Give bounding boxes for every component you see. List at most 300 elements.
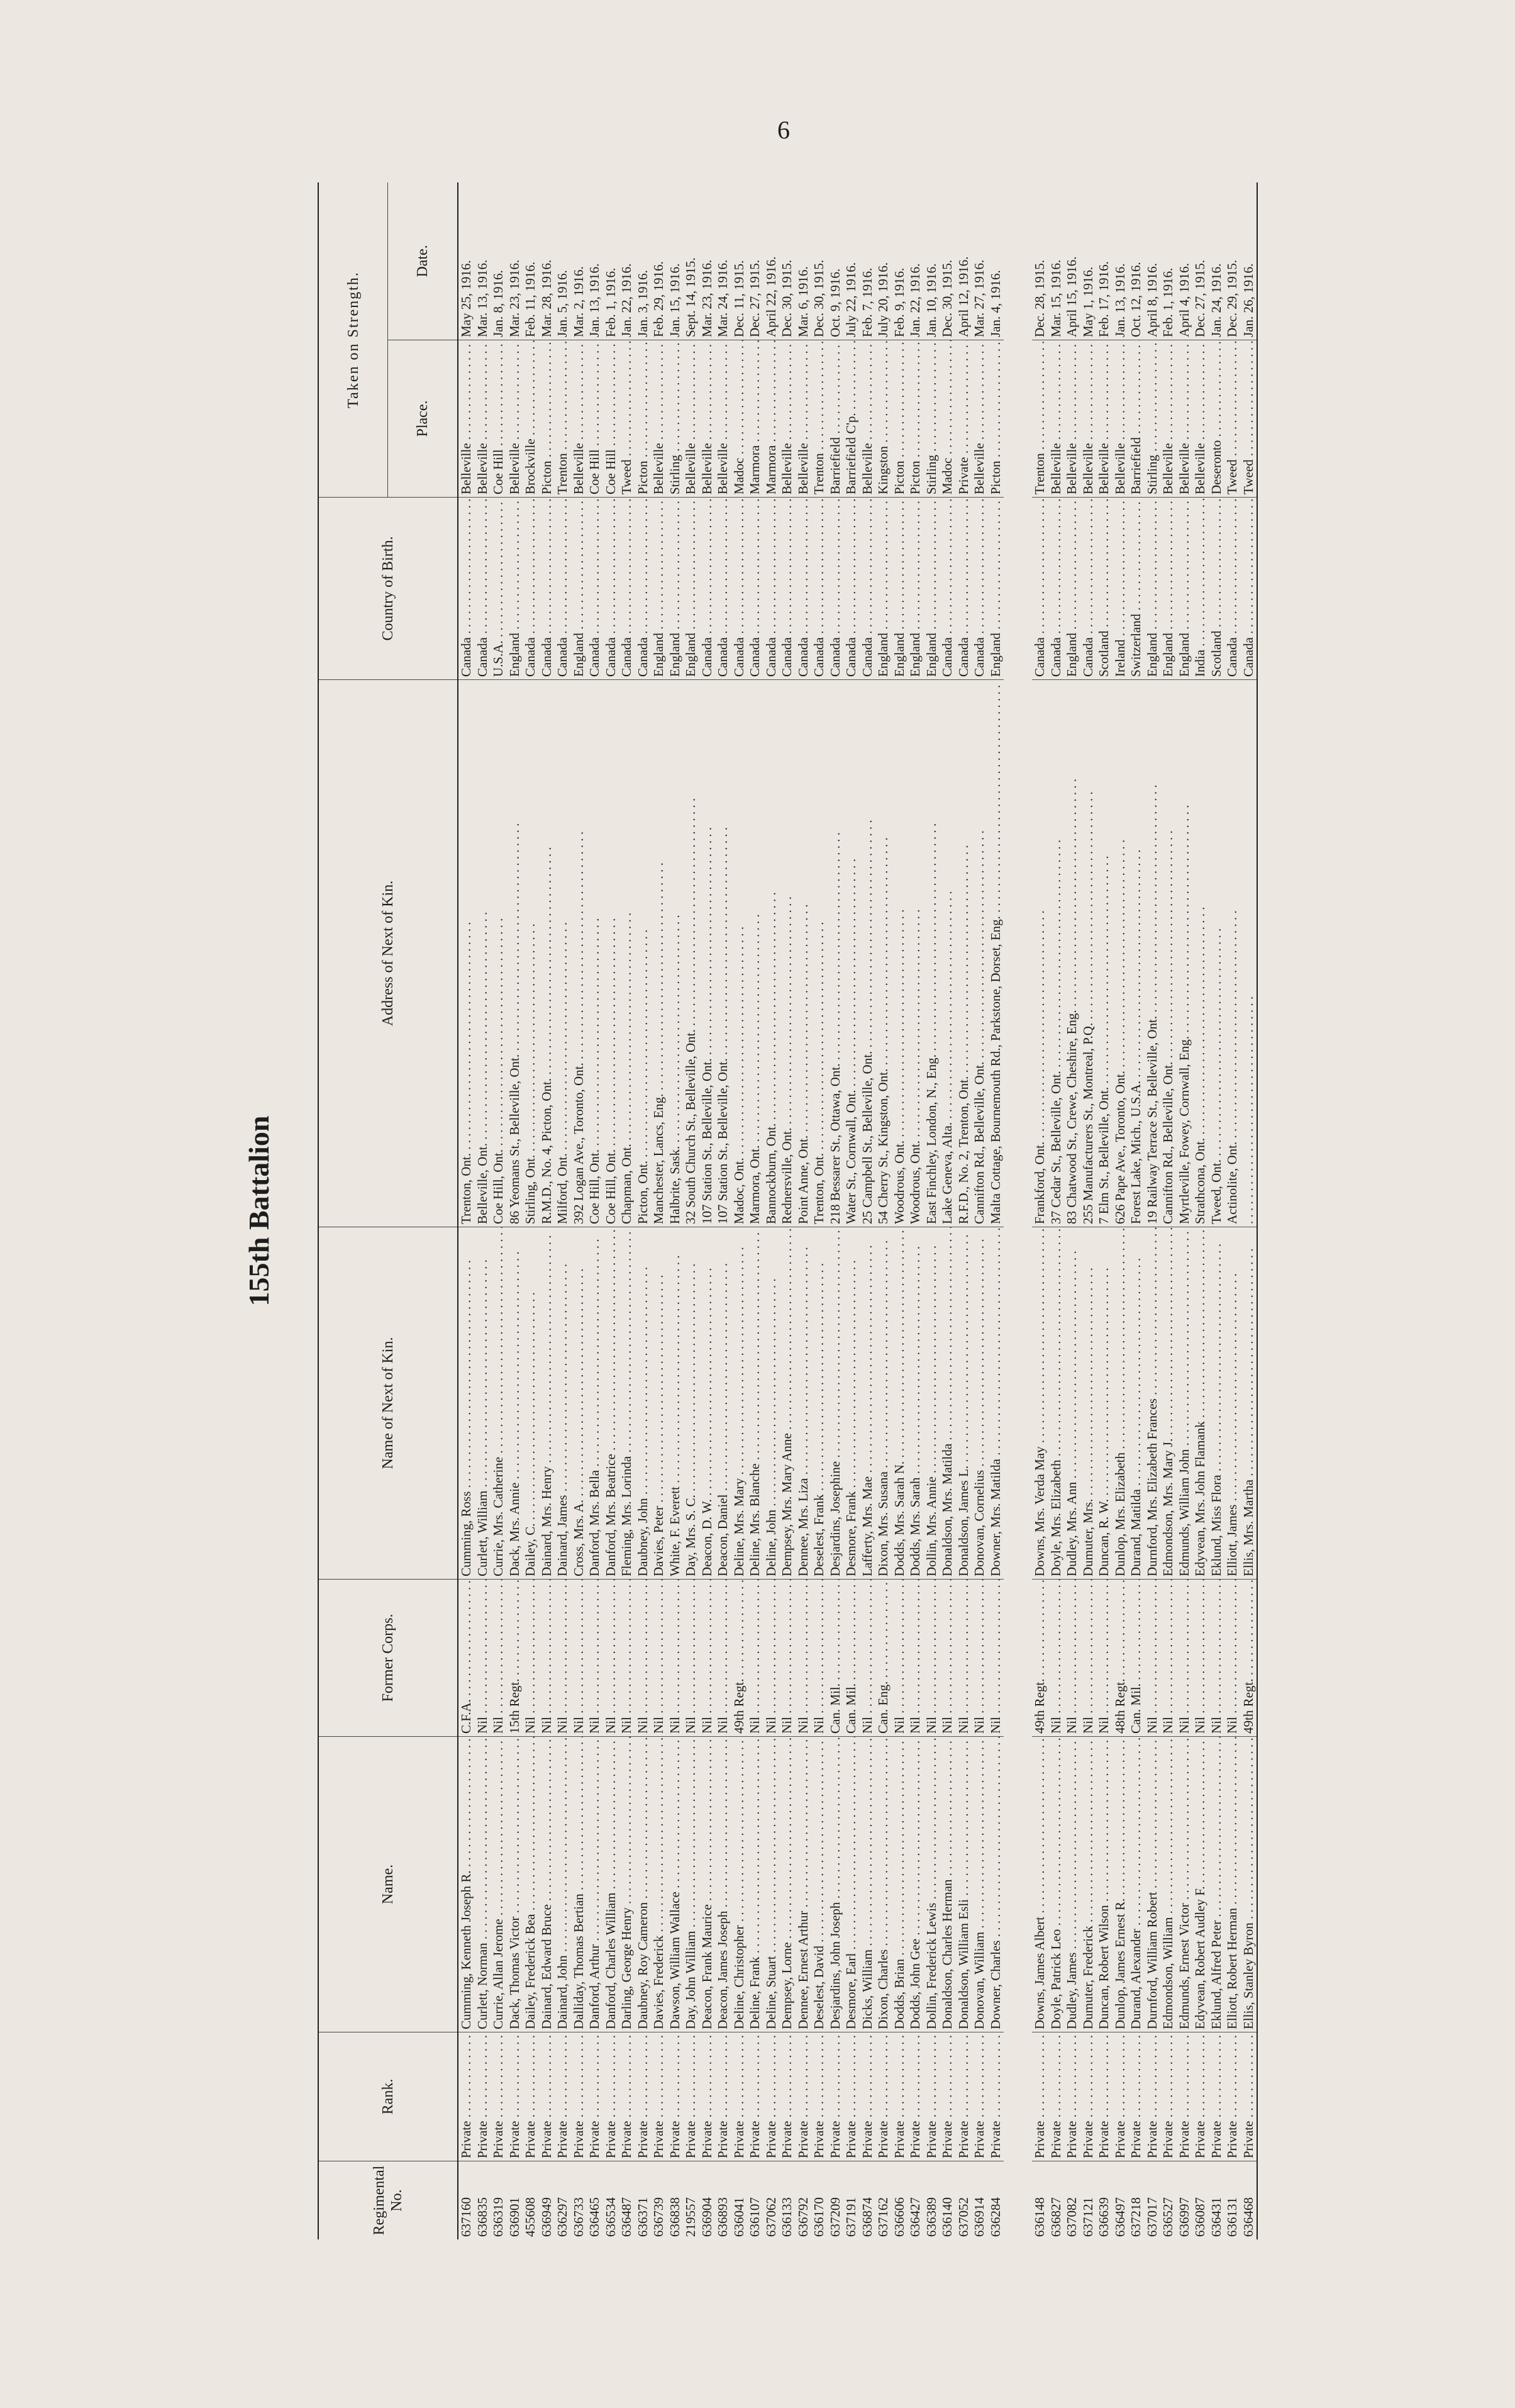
cell-address: Milford, Ont. . . . [555, 679, 571, 1227]
cell-place: Stirling . . . [1145, 340, 1161, 497]
table-row [828, 182, 844, 2239]
cell-reg-no: 636497 [1113, 2161, 1129, 2239]
cell-rank: Private . . . [1113, 2032, 1129, 2161]
cell-address: Trenton, Ont. . . . [811, 679, 828, 1227]
cell-date: Oct. 9, 1916. [827, 268, 843, 337]
cell-country: England . . . [907, 497, 924, 679]
cell-place: Belleville . . . [475, 340, 491, 497]
cell-rank: Private . . . [972, 2032, 988, 2161]
cell-place: Tweed . . . [619, 340, 635, 497]
table-row [587, 182, 603, 2239]
cell-rank: Private . . . [1192, 2032, 1209, 2161]
cell-rank: Private . . . [779, 2032, 796, 2161]
cell-former-corps: Nil . . . [1080, 1579, 1097, 1736]
cell-rank: Private . . . [651, 2032, 667, 2161]
cell-country: England . . . [683, 497, 699, 679]
cell-date: Mar. 6, 1916. [795, 266, 811, 337]
table-row [1192, 182, 1209, 2239]
cell-former-corps: Nil . . . [763, 1579, 780, 1736]
cell-country: U.S.A. . . . [491, 497, 507, 679]
cell-country: England . . . [1145, 497, 1161, 679]
cell-address: Picton, Ont. . . . [635, 679, 652, 1227]
cell-place: Madoc . . . [731, 340, 748, 497]
cell-rank: Private . . . [1096, 2032, 1113, 2161]
cell-reg-no: 637062 [763, 2161, 780, 2239]
cell-place: Trenton . . . [1032, 340, 1048, 497]
cell-name: Day, John William . . . [683, 1736, 699, 2032]
table-row [603, 182, 619, 2239]
cell-reg-no: 455608 [523, 2161, 539, 2239]
cell-address: R.F.D., No. 2, Trenton, Ont. . . . [956, 679, 972, 1227]
cell-rank: Private . . . [555, 2032, 571, 2161]
cell-name: Ellis, Stanley Byron . . . [1241, 1736, 1257, 2032]
cell-rank: Private . . . [667, 2032, 684, 2161]
table-row [763, 182, 780, 2239]
table-row [523, 182, 539, 2239]
cell-former-corps: Nil . . . [1160, 1579, 1177, 1736]
cell-name: Dempsey, Lorne . . . [779, 1736, 796, 2032]
cell-name: Curlett, Norman . . . [475, 1736, 491, 2032]
cell-next-of-kin: Lafferty, Mrs. Mae . . . [860, 1227, 876, 1579]
cell-country: Canada . . . [635, 497, 652, 679]
cell-next-of-kin: Dailey, C. . . . [523, 1227, 539, 1579]
cell-place: Stirling . . . [667, 340, 684, 497]
cell-country: Canada . . . [1080, 497, 1097, 679]
cell-place: Kingston . . . [875, 340, 892, 497]
cell-next-of-kin: White, F. Everett . . . [667, 1227, 684, 1579]
cell-rank: Private . . . [940, 2032, 956, 2161]
cell-former-corps: Nil . . . [699, 1579, 716, 1736]
cell-country: Canada . . . [555, 497, 571, 679]
table-row [796, 182, 812, 2239]
cell-rank: Private . . . [763, 2032, 780, 2161]
cell-name: Danford, Charles William . . . [603, 1736, 619, 2032]
table-row [715, 182, 731, 2239]
cell-country: Canada . . . [1241, 497, 1257, 679]
cell-address: Lake Geneva, Alta. . . . [940, 679, 956, 1227]
cell-former-corps: Nil . . . [892, 1579, 908, 1736]
cell-former-corps: Nil . . . [779, 1579, 796, 1736]
cell-date: Mar. 13, 1916. [474, 259, 490, 337]
cell-reg-no: 636639 [1096, 2161, 1113, 2239]
cell-address: Coe Hill, Ont. . . . [603, 679, 619, 1227]
cell-date: May 1, 1916. [1080, 267, 1096, 337]
cell-date: Sept. 14, 1915. [683, 257, 698, 337]
cell-address: 392 Logan Ave., Toronto, Ont. . . . [571, 679, 587, 1227]
cell-reg-no: 636107 [747, 2161, 763, 2239]
cell-country: England . . . [892, 497, 908, 679]
cell-former-corps: C.F.A. . . . [458, 1579, 475, 1736]
cell-reg-no: 636140 [940, 2161, 956, 2239]
cell-address: 107 Station St., Belleville, Ont. . . . [715, 679, 731, 1227]
cell-former-corps: Nil . . . [523, 1579, 539, 1736]
cell-former-corps: Can. Eng. . . . [875, 1579, 892, 1736]
cell-name: Edmunds, Ernest Victor . . . [1177, 1736, 1193, 2032]
cell-name: Dainard, John . . . [555, 1736, 571, 2032]
table-row [1224, 182, 1241, 2239]
cell-rank: Private . . . [1145, 2032, 1161, 2161]
cell-next-of-kin: Edmunds, William John . . . [1177, 1227, 1193, 1579]
cell-next-of-kin: Desjardins, Josephine . . . [828, 1227, 844, 1579]
cell-country: Canada . . . [458, 497, 475, 679]
cell-former-corps: 15th Regt. . . . [507, 1579, 523, 1736]
cell-place: Marmora . . . [747, 340, 763, 497]
cell-date: Jan. 22, 1916. [619, 263, 634, 337]
cell-address: 37 Cedar St., Belleville, Ont. . . . [1048, 679, 1065, 1227]
header-place: Place. [388, 340, 457, 497]
cell-date: April 22, 1916. [763, 256, 779, 337]
cell-reg-no: 636838 [667, 2161, 684, 2239]
cell-place: Deseronto . . . [1209, 340, 1225, 497]
cell-rank: Private . . . [1064, 2032, 1080, 2161]
cell-place: Belleville . . . [1192, 340, 1209, 497]
table-row [1096, 182, 1113, 2239]
header-address: Address of Next of Kin. [319, 679, 457, 1227]
cell-rank: Private . . . [875, 2032, 892, 2161]
cell-rank: Private . . . [1032, 2032, 1048, 2161]
cell-country: Canada . . . [747, 497, 763, 679]
cell-country: England . . . [1064, 497, 1080, 679]
cell-next-of-kin: Daubney, John . . . [635, 1227, 652, 1579]
cell-date: Feb. 11, 1916. [523, 262, 538, 337]
cell-place: Picton . . . [988, 340, 1004, 497]
cell-rank: Private . . . [715, 2032, 731, 2161]
cell-reg-no: 636284 [988, 2161, 1004, 2239]
cell-next-of-kin: Dack, Mrs. Annie . . . [507, 1227, 523, 1579]
cell-date: Feb. 7, 1916. [859, 267, 875, 337]
cell-date: Dec. 30, 1915. [779, 259, 794, 337]
cell-former-corps: Nil . . . [555, 1579, 571, 1736]
cell-reg-no: 636527 [1160, 2161, 1177, 2239]
cell-address: Malta Cottage, Bournemouth Rd., Parkstone, Dorset, Eng. . . . [988, 679, 1004, 1227]
table-row [811, 182, 828, 2239]
cell-place: Barriefield C'p. . . . [843, 340, 860, 497]
cell-former-corps: Nil . . . [651, 1579, 667, 1736]
table-row [1160, 182, 1177, 2239]
cell-country: Canada . . . [763, 497, 780, 679]
cell-place: Coe Hill . . . [491, 340, 507, 497]
cell-rank: Private . . . [603, 2032, 619, 2161]
cell-country: England . . . [924, 497, 940, 679]
cell-reg-no: 636733 [571, 2161, 587, 2239]
cell-address: Myrtleville, Fowey, Cornwall, Eng. . . . [1177, 679, 1193, 1227]
table-row [475, 182, 491, 2239]
cell-address: Bannockburn, Ont. . . . [763, 679, 780, 1227]
cell-next-of-kin: Danford, Mrs. Beatrice . . . [603, 1227, 619, 1579]
cell-next-of-kin: Ellis, Mrs. Martha . . . [1241, 1227, 1257, 1579]
cell-country: England . . . [1160, 497, 1177, 679]
cell-place: Belleville . . . [1113, 340, 1129, 497]
cell-rank: Private . . . [892, 2032, 908, 2161]
table-row [651, 182, 667, 2239]
cell-country: Scotland . . . [1096, 497, 1113, 679]
cell-address: 25 Campbell St., Belleville, Ont. . . . [860, 679, 876, 1227]
cell-place: Belleville . . . [1064, 340, 1080, 497]
cell-rank: Private . . . [475, 2032, 491, 2161]
cell-former-corps: Nil . . . [811, 1579, 828, 1736]
cell-name: Dawson, William Wallace . . . [667, 1736, 684, 2032]
table-row [699, 182, 716, 2239]
cell-country: Canada . . . [587, 497, 603, 679]
cell-address: Woodrous, Ont. . . . [892, 679, 908, 1227]
cell-rank: Private . . . [988, 2032, 1004, 2161]
cell-reg-no: 636739 [651, 2161, 667, 2239]
cell-former-corps: Nil . . . [924, 1579, 940, 1736]
cell-address: Rednersville, Ont. . . . [779, 679, 796, 1227]
table-row [892, 182, 908, 2239]
cell-next-of-kin: Curlett, William . . . [475, 1227, 491, 1579]
cell-reg-no: 636087 [1192, 2161, 1209, 2239]
cell-date: Jan. 3, 1916. [635, 270, 650, 337]
cell-name: Donovan, William . . . [972, 1736, 988, 2032]
cell-rank: Private . . . [635, 2032, 652, 2161]
cell-reg-no: 636534 [603, 2161, 619, 2239]
cell-date: Dec. 27, 1915. [747, 259, 762, 337]
table-row [988, 182, 1004, 2239]
cell-rank: Private . . . [796, 2032, 812, 2161]
cell-name: Desjardins, John Joseph . . . [828, 1736, 844, 2032]
cell-reg-no: 637162 [875, 2161, 892, 2239]
cell-place: Belleville . . . [1096, 340, 1113, 497]
header-rank: Rank. [319, 2032, 457, 2161]
cell-reg-no: 636606 [892, 2161, 908, 2239]
header-reg-no: Regimental No. [319, 2161, 457, 2239]
cell-next-of-kin: Elliott, James . . . [1224, 1227, 1241, 1579]
cell-next-of-kin: Dollin, Mrs. Annie . . . [924, 1227, 940, 1579]
cell-name: Donaldson, William Esli . . . [956, 1736, 972, 2032]
cell-next-of-kin: Donovan, Cornelius . . . [972, 1227, 988, 1579]
cell-place: Belleville . . . [1177, 340, 1193, 497]
header-date: Date. [414, 245, 431, 277]
cell-rank: Private . . . [1048, 2032, 1065, 2161]
cell-next-of-kin: Durand, Matilda . . . [1128, 1227, 1145, 1579]
cell-place: Brockville . . . [523, 340, 539, 497]
cell-country: Canada . . . [523, 497, 539, 679]
cell-address: 54 Cherry St., Kingston, Ont. . . . [875, 679, 892, 1227]
roll-table [318, 182, 1258, 2239]
cell-date: Dec. 11, 1915. [731, 260, 746, 337]
cell-address: Woodrous, Ont. . . . [907, 679, 924, 1227]
cell-name: Elliott, Robert Herman . . . [1224, 1736, 1241, 2032]
cell-rank: Private . . . [571, 2032, 587, 2161]
cell-next-of-kin: Dunlop, Mrs. Elizabeth . . . [1113, 1227, 1129, 1579]
cell-name: Dalliday, Thomas Bertian . . . [571, 1736, 587, 2032]
cell-place: Belleville . . . [699, 340, 716, 497]
cell-country: Canada . . . [539, 497, 555, 679]
cell-name: Deline, Frank . . . [747, 1736, 763, 2032]
cell-country: England . . . [988, 497, 1004, 679]
cell-next-of-kin: Fleming, Mrs. Lorinda . . . [619, 1227, 635, 1579]
cell-place: Belleville . . . [796, 340, 812, 497]
cell-next-of-kin: Dennee, Mrs. Liza . . . [796, 1227, 812, 1579]
cell-reg-no: 637218 [1128, 2161, 1145, 2239]
cell-rank: Private . . . [1160, 2032, 1177, 2161]
cell-date: Dec. 28, 1915. [1032, 259, 1047, 337]
cell-date: Jan. 4, 1916. [987, 270, 1003, 337]
cell-reg-no: 636893 [715, 2161, 731, 2239]
cell-rank: Private . . . [828, 2032, 844, 2161]
cell-address: Tweed, Ont. . . . [1209, 679, 1225, 1227]
cell-country: England . . . [571, 497, 587, 679]
page-number: 6 [777, 116, 790, 144]
table-row [1048, 182, 1065, 2239]
cell-address: Belleville, Ont. . . . [475, 679, 491, 1227]
cell-reg-no: 636041 [731, 2161, 748, 2239]
header-former-corps: Former Corps. [319, 1579, 457, 1736]
header-name: Name. [319, 1736, 457, 2032]
cell-next-of-kin: Cross, Mrs. A. . . . [571, 1227, 587, 1579]
cell-next-of-kin: Day, Mrs. S. C. . . . [683, 1227, 699, 1579]
cell-country: Ireland . . . [1113, 497, 1129, 679]
cell-date: Feb. 1, 1916. [602, 267, 618, 337]
cell-date: April 4, 1916. [1176, 263, 1192, 337]
cell-country: Canada . . . [699, 497, 716, 679]
cell-reg-no: 637052 [956, 2161, 972, 2239]
cell-name: Deline, Christopher . . . [731, 1736, 748, 2032]
cell-rank: Private . . . [699, 2032, 716, 2161]
cell-reg-no: 636997 [1177, 2161, 1193, 2239]
cell-former-corps: Nil . . . [491, 1579, 507, 1736]
cell-next-of-kin: Cumming, Ross . . . [458, 1227, 475, 1579]
cell-place: Trenton . . . [811, 340, 828, 497]
cell-rank: Private . . . [523, 2032, 539, 2161]
cell-next-of-kin: Dumuter, Mrs. . . . [1080, 1227, 1097, 1579]
cell-rank: Private . . . [619, 2032, 635, 2161]
cell-place: Marmora . . . [763, 340, 780, 497]
header-taken-on-strength: Taken on Strength. [319, 182, 388, 497]
table-row [619, 182, 635, 2239]
cell-former-corps: Nil . . . [972, 1579, 988, 1736]
cell-address: Manchester, Lancs, Eng. . . . [651, 679, 667, 1227]
table-row [956, 182, 972, 2239]
cell-address: Madoc, Ont. . . . [731, 679, 748, 1227]
cell-date: Jan. 22, 1916. [907, 263, 923, 337]
cell-country: Canada . . . [731, 497, 748, 679]
cell-next-of-kin: Doyle, Mrs. Elizabeth . . . [1048, 1227, 1065, 1579]
cell-place: Barriefield . . . [1128, 340, 1145, 497]
cell-country: Canada . . . [811, 497, 828, 679]
cell-former-corps: Nil . . . [1177, 1579, 1193, 1736]
cell-rank: Private . . . [747, 2032, 763, 2161]
cell-next-of-kin: Edyvean, Mrs. John Flamank . . . [1192, 1227, 1209, 1579]
cell-address: 7 Elm St., Belleville, Ont. . . . [1096, 679, 1113, 1227]
cell-country: Scotland . . . [1209, 497, 1225, 679]
table-row [1080, 182, 1097, 2239]
group-spacer [1004, 182, 1032, 2239]
cell-address: Water St., Cornwall, Ont. . . . [843, 679, 860, 1227]
cell-former-corps: Nil . . . [475, 1579, 491, 1736]
cell-reg-no: 636297 [555, 2161, 571, 2239]
cell-next-of-kin: Deline, Mrs. Mary . . . [731, 1227, 748, 1579]
table-row [507, 182, 523, 2239]
table-row [1241, 182, 1257, 2239]
cell-address: Coe Hill, Ont. . . . [587, 679, 603, 1227]
cell-country: Canada . . . [843, 497, 860, 679]
cell-date: Jan. 8, 1916. [491, 270, 506, 337]
cell-rank: Private . . . [860, 2032, 876, 2161]
cell-rank: Private . . . [924, 2032, 940, 2161]
cell-name: Duncan, Robert Wilson . . . [1096, 1736, 1113, 2032]
table-row [539, 182, 555, 2239]
cell-date: July 22, 1916. [843, 262, 858, 337]
cell-reg-no: 636427 [907, 2161, 924, 2239]
cell-name: Dainard, Edward Bruce . . . [539, 1736, 555, 2032]
cell-place: Picton . . . [635, 340, 652, 497]
cell-next-of-kin: Downer, Mrs. Matilda . . . [988, 1227, 1004, 1579]
cell-name: Davies, Frederick . . . [651, 1736, 667, 2032]
cell-country: England . . . [1177, 497, 1193, 679]
cell-place: Picton . . . [907, 340, 924, 497]
cell-date: Feb. 1, 1916. [1160, 267, 1175, 337]
cell-reg-no: 219557 [683, 2161, 699, 2239]
cell-former-corps: Nil . . . [1145, 1579, 1161, 1736]
cell-place: Belleville . . . [860, 340, 876, 497]
cell-address: Frankford, Ont. . . . [1032, 679, 1048, 1227]
cell-country: England . . . [667, 497, 684, 679]
cell-place: Tweed . . . [1241, 340, 1257, 497]
cell-next-of-kin: Deacon, D. W. . . . [699, 1227, 716, 1579]
cell-address: 86 Yeomans St., Belleville, Ont. . . . [507, 679, 523, 1227]
cell-address: 107 Station St., Belleville, Ont. . . . [699, 679, 716, 1227]
cell-date: Mar. 2, 1916. [570, 266, 586, 337]
cell-former-corps: Nil . . . [747, 1579, 763, 1736]
cell-reg-no: 636949 [539, 2161, 555, 2239]
cell-reg-no: 636389 [924, 2161, 940, 2239]
table-row [1177, 182, 1193, 2239]
cell-place: Belleville . . . [651, 340, 667, 497]
cell-address: 218 Bessarer St., Ottawa, Ont. . . . [828, 679, 844, 1227]
table-row [1128, 182, 1145, 2239]
cell-next-of-kin: Dodds, Mrs. Sarah N. . . . [892, 1227, 908, 1579]
cell-date: Jan. 15, 1916. [667, 263, 682, 337]
table-row [1113, 182, 1129, 2239]
cell-name: Dennee, Ernest Arthur . . . [796, 1736, 812, 2032]
cell-rank: Private . . . [491, 2032, 507, 2161]
table-row [972, 182, 988, 2239]
table-row [747, 182, 763, 2239]
header-next-of-kin: Name of Next of Kin. [319, 1227, 457, 1579]
cell-rank: Private . . . [458, 2032, 475, 2161]
cell-country: India . . . [1192, 497, 1209, 679]
cell-next-of-kin: Currie, Mrs. Catherine . . . [491, 1227, 507, 1579]
cell-date: Mar. 23, 1916. [699, 259, 714, 337]
cell-name: Deacon, James Joseph . . . [715, 1736, 731, 2032]
cell-next-of-kin: Eklund, Miss Flora . . . [1209, 1227, 1225, 1579]
cell-address: Marmora, Ont. . . . [747, 679, 763, 1227]
cell-place: Picton . . . [892, 340, 908, 497]
cell-former-corps: Can. Mil. . . . [828, 1579, 844, 1736]
rotated-table-region [242, 182, 1324, 2239]
cell-name: Downs, James Albert . . . [1032, 1736, 1048, 2032]
cell-place: Belleville . . . [972, 340, 988, 497]
cell-former-corps: Nil . . . [1048, 1579, 1065, 1736]
table-row [843, 182, 860, 2239]
cell-date: Jan. 24, 1916. [1208, 263, 1224, 337]
cell-rank: Private . . . [907, 2032, 924, 2161]
cell-address: Coe Hill, Ont. . . . [491, 679, 507, 1227]
cell-country: Canada . . . [1032, 497, 1048, 679]
cell-former-corps: Nil . . . [860, 1579, 876, 1736]
cell-reg-no: 636914 [972, 2161, 988, 2239]
cell-reg-no: 636371 [635, 2161, 652, 2239]
cell-address: Halbrite, Sask. . . . [667, 679, 684, 1227]
cell-date: Dec. 30, 1915. [940, 259, 955, 337]
cell-reg-no: 637017 [1145, 2161, 1161, 2239]
cell-country: Switzerland . . . [1128, 497, 1145, 679]
cell-former-corps: Nil . . . [1192, 1579, 1209, 1736]
cell-former-corps: Nil . . . [1064, 1579, 1080, 1736]
cell-reg-no: 636835 [475, 2161, 491, 2239]
